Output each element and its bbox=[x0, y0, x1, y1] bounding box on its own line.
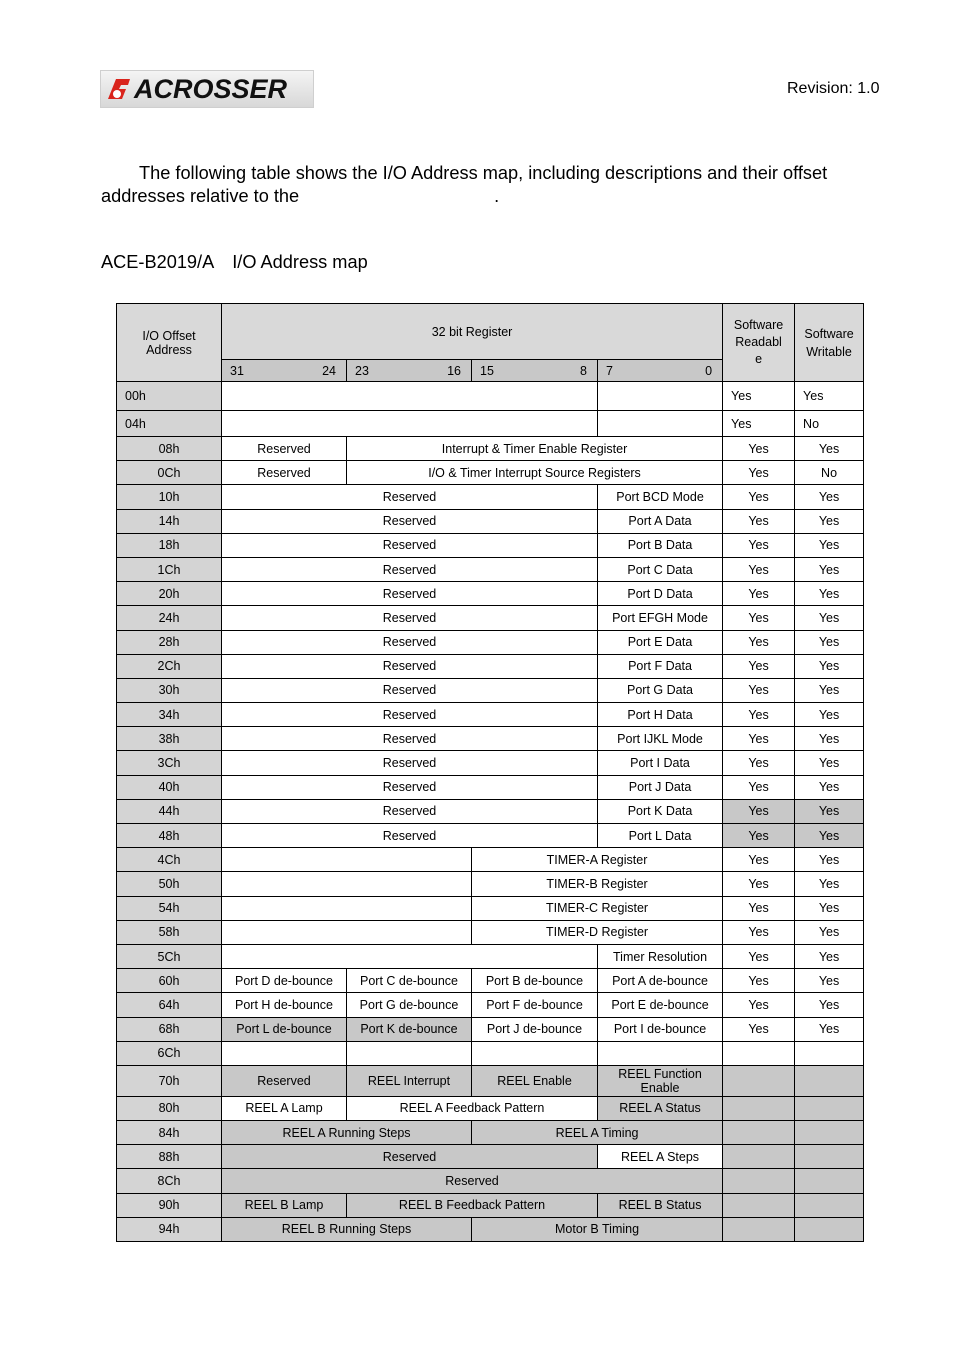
register-cell bbox=[598, 1041, 723, 1065]
writable-cell: Yes bbox=[795, 920, 864, 944]
register-cell: Port I de-bounce bbox=[598, 1017, 723, 1041]
register-cell: TIMER-B Register bbox=[472, 872, 723, 896]
bit-lo: 0 bbox=[705, 363, 713, 378]
register-cell: Reserved bbox=[222, 654, 598, 678]
table-row bbox=[117, 824, 864, 848]
bit-hi: 15 bbox=[480, 363, 494, 378]
writable-cell: Yes bbox=[795, 582, 864, 606]
register-cell: REEL A Timing bbox=[472, 1121, 723, 1145]
readable-cell: Yes bbox=[723, 727, 795, 751]
register-cell: Timer Resolution bbox=[598, 944, 723, 968]
revision-label: Revision: 1.0 bbox=[787, 80, 880, 97]
readable-cell: Yes bbox=[723, 799, 795, 823]
register-cell: Port K de-bounce bbox=[347, 1017, 472, 1041]
writable-cell: Yes bbox=[795, 557, 864, 581]
readable-cell bbox=[723, 1121, 795, 1145]
table-row bbox=[117, 437, 864, 461]
offset-cell: 80h bbox=[117, 1096, 222, 1120]
table-row bbox=[117, 703, 864, 727]
register-cell bbox=[222, 411, 598, 437]
readable-cell: Yes bbox=[723, 944, 795, 968]
readable-cell: Yes bbox=[723, 630, 795, 654]
readable-cell bbox=[723, 1096, 795, 1120]
register-cell: Reserved bbox=[222, 727, 598, 751]
register-cell bbox=[222, 382, 598, 411]
offset-cell: 18h bbox=[117, 533, 222, 557]
table-row bbox=[117, 1041, 864, 1065]
readable-cell: Yes bbox=[723, 920, 795, 944]
readable-cell bbox=[723, 1145, 795, 1169]
writable-cell bbox=[795, 1121, 864, 1145]
register-cell: Port E de-bounce bbox=[598, 993, 723, 1017]
table-row bbox=[117, 678, 864, 702]
register-cell: REEL A Feedback Pattern bbox=[347, 1096, 598, 1120]
offset-cell: 28h bbox=[117, 630, 222, 654]
register-cell: Port EFGH Mode bbox=[598, 606, 723, 630]
writable-cell bbox=[795, 1096, 864, 1120]
offset-cell: 58h bbox=[117, 920, 222, 944]
readable-cell: Yes bbox=[723, 411, 795, 437]
register-cell: Reserved bbox=[222, 437, 347, 461]
offset-cell: 2Ch bbox=[117, 654, 222, 678]
register-cell: Reserved bbox=[222, 485, 598, 509]
writable-cell: Yes bbox=[795, 896, 864, 920]
register-cell: Port IJKL Mode bbox=[598, 727, 723, 751]
offset-cell: 04h bbox=[117, 411, 222, 437]
register-cell: REEL B Feedback Pattern bbox=[347, 1193, 598, 1217]
offset-cell: 64h bbox=[117, 993, 222, 1017]
offset-cell: 5Ch bbox=[117, 944, 222, 968]
register-cell bbox=[472, 1041, 598, 1065]
register-cell: Reserved bbox=[222, 582, 598, 606]
writable-cell: No bbox=[795, 411, 864, 437]
register-cell: Port F de-bounce bbox=[472, 993, 598, 1017]
table-row bbox=[117, 630, 864, 654]
register-cell: REEL Function Enable bbox=[598, 1065, 723, 1096]
header-offset: I/O Offset Address bbox=[117, 304, 222, 382]
register-cell: Port H Data bbox=[598, 703, 723, 727]
register-cell bbox=[222, 920, 472, 944]
table-row bbox=[117, 1169, 864, 1193]
register-cell: REEL A Running Steps bbox=[222, 1121, 472, 1145]
writable-cell: Yes bbox=[795, 1017, 864, 1041]
offset-cell: 34h bbox=[117, 703, 222, 727]
readable-cell: Yes bbox=[723, 485, 795, 509]
bit-range-7-0 bbox=[598, 360, 723, 382]
caption-model: ACE-B2019/A bbox=[101, 252, 215, 272]
table-row bbox=[117, 1065, 864, 1096]
register-cell: Reserved bbox=[222, 703, 598, 727]
header-writable: Software Writable bbox=[795, 304, 864, 382]
readable-cell bbox=[723, 1217, 795, 1241]
writable-cell: Yes bbox=[795, 944, 864, 968]
logo-text: ACROSSER bbox=[134, 74, 288, 104]
writable-cell bbox=[795, 1193, 864, 1217]
register-cell: Port L Data bbox=[598, 824, 723, 848]
intro-line-1: The following table shows the I/O Address map, including descriptions and their offset bbox=[139, 163, 828, 183]
header-readable: Software Readabl e bbox=[723, 304, 795, 382]
offset-cell: 00h bbox=[117, 382, 222, 411]
bit-lo: 24 bbox=[322, 363, 336, 378]
register-cell bbox=[347, 1041, 472, 1065]
register-cell: Reserved bbox=[222, 630, 598, 654]
readable-cell: Yes bbox=[723, 703, 795, 727]
readable-cell: Yes bbox=[723, 1017, 795, 1041]
bit-lo: 16 bbox=[447, 363, 461, 378]
offset-cell: 4Ch bbox=[117, 848, 222, 872]
offset-cell: 30h bbox=[117, 678, 222, 702]
offset-cell: 8Ch bbox=[117, 1169, 222, 1193]
readable-cell: Yes bbox=[723, 848, 795, 872]
offset-cell: 44h bbox=[117, 799, 222, 823]
writable-cell: Yes bbox=[795, 654, 864, 678]
readable-cell: Yes bbox=[723, 775, 795, 799]
table-row bbox=[117, 1217, 864, 1241]
table-row bbox=[117, 1096, 864, 1120]
register-cell: Reserved bbox=[222, 751, 598, 775]
register-cell: Port F Data bbox=[598, 654, 723, 678]
table-row bbox=[117, 993, 864, 1017]
table-row bbox=[117, 920, 864, 944]
register-cell bbox=[222, 1041, 347, 1065]
intro-paragraph bbox=[101, 162, 881, 207]
table-row bbox=[117, 606, 864, 630]
register-cell: Reserved bbox=[222, 557, 598, 581]
register-cell: Reserved bbox=[222, 1065, 347, 1096]
writable-cell: Yes bbox=[795, 751, 864, 775]
readable-cell: Yes bbox=[723, 654, 795, 678]
register-cell: I/O & Timer Interrupt Source Registers bbox=[347, 461, 723, 485]
readable-cell: Yes bbox=[723, 678, 795, 702]
offset-cell: 08h bbox=[117, 437, 222, 461]
register-cell: Reserved bbox=[222, 799, 598, 823]
writable-cell: Yes bbox=[795, 382, 864, 411]
offset-cell: 68h bbox=[117, 1017, 222, 1041]
register-cell: Reserved bbox=[222, 509, 598, 533]
table-caption bbox=[101, 252, 368, 273]
offset-cell: 88h bbox=[117, 1145, 222, 1169]
bit-hi: 23 bbox=[355, 363, 369, 378]
writable-cell: Yes bbox=[795, 630, 864, 654]
readable-cell bbox=[723, 1041, 795, 1065]
register-cell: Port B de-bounce bbox=[472, 969, 598, 993]
writable-cell: Yes bbox=[795, 606, 864, 630]
readable-cell bbox=[723, 1169, 795, 1193]
register-cell: Motor B Timing bbox=[472, 1217, 723, 1241]
register-cell: Port A de-bounce bbox=[598, 969, 723, 993]
table-row bbox=[117, 461, 864, 485]
writable-cell bbox=[795, 1065, 864, 1096]
register-cell: REEL A Steps bbox=[598, 1145, 723, 1169]
intro-line-2-end: . bbox=[494, 185, 500, 206]
register-cell bbox=[598, 382, 723, 411]
writable-cell: Yes bbox=[795, 703, 864, 727]
writable-cell: Yes bbox=[795, 533, 864, 557]
register-cell: Reserved bbox=[222, 606, 598, 630]
intro-line-2 bbox=[101, 185, 881, 208]
writable-cell: No bbox=[795, 461, 864, 485]
readable-cell: Yes bbox=[723, 606, 795, 630]
acrosser-logo-icon bbox=[105, 75, 133, 103]
io-map-body bbox=[117, 382, 864, 1242]
offset-cell: 6Ch bbox=[117, 1041, 222, 1065]
table-row bbox=[117, 751, 864, 775]
offset-cell: 54h bbox=[117, 896, 222, 920]
io-address-map-table bbox=[116, 303, 864, 1242]
table-row bbox=[117, 411, 864, 437]
register-cell: Port I Data bbox=[598, 751, 723, 775]
intro-line-2-start: addresses relative to the bbox=[101, 185, 300, 206]
register-cell bbox=[222, 848, 472, 872]
table-row bbox=[117, 1193, 864, 1217]
readable-cell: Yes bbox=[723, 461, 795, 485]
table-row bbox=[117, 557, 864, 581]
register-cell: Reserved bbox=[222, 533, 598, 557]
offset-cell: 38h bbox=[117, 727, 222, 751]
writable-cell: Yes bbox=[795, 848, 864, 872]
bit-range-31-24 bbox=[222, 360, 347, 382]
offset-cell: 50h bbox=[117, 872, 222, 896]
table-row bbox=[117, 969, 864, 993]
writable-cell: Yes bbox=[795, 775, 864, 799]
table-row bbox=[117, 533, 864, 557]
writable-cell bbox=[795, 1169, 864, 1193]
table-row bbox=[117, 582, 864, 606]
register-cell: TIMER-A Register bbox=[472, 848, 723, 872]
table-row bbox=[117, 848, 864, 872]
writable-cell: Yes bbox=[795, 799, 864, 823]
register-cell: Reserved bbox=[222, 1169, 723, 1193]
readable-cell: Yes bbox=[723, 533, 795, 557]
register-cell bbox=[222, 872, 472, 896]
register-cell: Port E Data bbox=[598, 630, 723, 654]
register-cell: REEL A Lamp bbox=[222, 1096, 347, 1120]
register-cell: Port G de-bounce bbox=[347, 993, 472, 1017]
readable-cell: Yes bbox=[723, 751, 795, 775]
readable-cell: Yes bbox=[723, 896, 795, 920]
readable-cell: Yes bbox=[723, 382, 795, 411]
readable-cell: Yes bbox=[723, 582, 795, 606]
offset-cell: 94h bbox=[117, 1217, 222, 1241]
register-cell: Port C de-bounce bbox=[347, 969, 472, 993]
readable-cell: Yes bbox=[723, 557, 795, 581]
writable-cell bbox=[795, 1145, 864, 1169]
offset-cell: 1Ch bbox=[117, 557, 222, 581]
register-cell: Port K Data bbox=[598, 799, 723, 823]
register-cell: Port J de-bounce bbox=[472, 1017, 598, 1041]
register-cell: REEL B Running Steps bbox=[222, 1217, 472, 1241]
caption-title: I/O Address map bbox=[232, 252, 368, 272]
register-cell: Port A Data bbox=[598, 509, 723, 533]
register-cell: Port B Data bbox=[598, 533, 723, 557]
offset-cell: 60h bbox=[117, 969, 222, 993]
readable-cell: Yes bbox=[723, 509, 795, 533]
register-cell: Port D de-bounce bbox=[222, 969, 347, 993]
bit-range-23-16 bbox=[347, 360, 472, 382]
register-cell: Reserved bbox=[222, 461, 347, 485]
register-cell: REEL Interrupt bbox=[347, 1065, 472, 1096]
bit-lo: 8 bbox=[580, 363, 587, 378]
writable-cell bbox=[795, 1217, 864, 1241]
table-row bbox=[117, 775, 864, 799]
register-cell: Port D Data bbox=[598, 582, 723, 606]
register-cell: Reserved bbox=[222, 775, 598, 799]
table-row bbox=[117, 1121, 864, 1145]
offset-cell: 3Ch bbox=[117, 751, 222, 775]
table-row bbox=[117, 654, 864, 678]
table-row bbox=[117, 1017, 864, 1041]
writable-cell: Yes bbox=[795, 993, 864, 1017]
table-row bbox=[117, 799, 864, 823]
register-cell bbox=[598, 411, 723, 437]
table-row bbox=[117, 1145, 864, 1169]
table-row bbox=[117, 896, 864, 920]
writable-cell: Yes bbox=[795, 678, 864, 702]
offset-cell: 24h bbox=[117, 606, 222, 630]
writable-cell: Yes bbox=[795, 872, 864, 896]
readable-cell: Yes bbox=[723, 437, 795, 461]
register-cell: Port BCD Mode bbox=[598, 485, 723, 509]
bit-hi: 7 bbox=[606, 363, 613, 378]
register-cell bbox=[222, 944, 598, 968]
offset-cell: 84h bbox=[117, 1121, 222, 1145]
offset-cell: 90h bbox=[117, 1193, 222, 1217]
writable-cell: Yes bbox=[795, 824, 864, 848]
writable-cell: Yes bbox=[795, 485, 864, 509]
table-row bbox=[117, 872, 864, 896]
table-row bbox=[117, 727, 864, 751]
register-cell: Reserved bbox=[222, 1145, 598, 1169]
table-row bbox=[117, 509, 864, 533]
table-row bbox=[117, 382, 864, 411]
offset-cell: 0Ch bbox=[117, 461, 222, 485]
offset-cell: 14h bbox=[117, 509, 222, 533]
readable-cell bbox=[723, 1065, 795, 1096]
register-cell: Port H de-bounce bbox=[222, 993, 347, 1017]
writable-cell: Yes bbox=[795, 509, 864, 533]
writable-cell: Yes bbox=[795, 437, 864, 461]
readable-cell: Yes bbox=[723, 824, 795, 848]
register-cell: Port C Data bbox=[598, 557, 723, 581]
readable-cell: Yes bbox=[723, 969, 795, 993]
offset-cell: 48h bbox=[117, 824, 222, 848]
offset-cell: 20h bbox=[117, 582, 222, 606]
register-cell: TIMER-C Register bbox=[472, 896, 723, 920]
register-cell: Port G Data bbox=[598, 678, 723, 702]
writable-cell bbox=[795, 1041, 864, 1065]
register-cell: Reserved bbox=[222, 678, 598, 702]
table-row bbox=[117, 485, 864, 509]
acrosser-logo bbox=[100, 70, 314, 108]
readable-cell: Yes bbox=[723, 993, 795, 1017]
table-row bbox=[117, 944, 864, 968]
register-cell bbox=[222, 896, 472, 920]
offset-cell: 40h bbox=[117, 775, 222, 799]
bit-range-15-8 bbox=[472, 360, 598, 382]
register-cell: Port J Data bbox=[598, 775, 723, 799]
register-cell: REEL B Status bbox=[598, 1193, 723, 1217]
readable-cell: Yes bbox=[723, 872, 795, 896]
writable-cell: Yes bbox=[795, 727, 864, 751]
readable-cell bbox=[723, 1193, 795, 1217]
writable-cell: Yes bbox=[795, 969, 864, 993]
register-cell: Reserved bbox=[222, 824, 598, 848]
bit-hi: 31 bbox=[230, 363, 244, 378]
header-register: 32 bit Register bbox=[222, 304, 723, 360]
register-cell: Port L de-bounce bbox=[222, 1017, 347, 1041]
register-cell: REEL Enable bbox=[472, 1065, 598, 1096]
register-cell: REEL A Status bbox=[598, 1096, 723, 1120]
register-cell: TIMER-D Register bbox=[472, 920, 723, 944]
offset-cell: 70h bbox=[117, 1065, 222, 1096]
register-cell: REEL B Lamp bbox=[222, 1193, 347, 1217]
register-cell: Interrupt & Timer Enable Register bbox=[347, 437, 723, 461]
offset-cell: 10h bbox=[117, 485, 222, 509]
